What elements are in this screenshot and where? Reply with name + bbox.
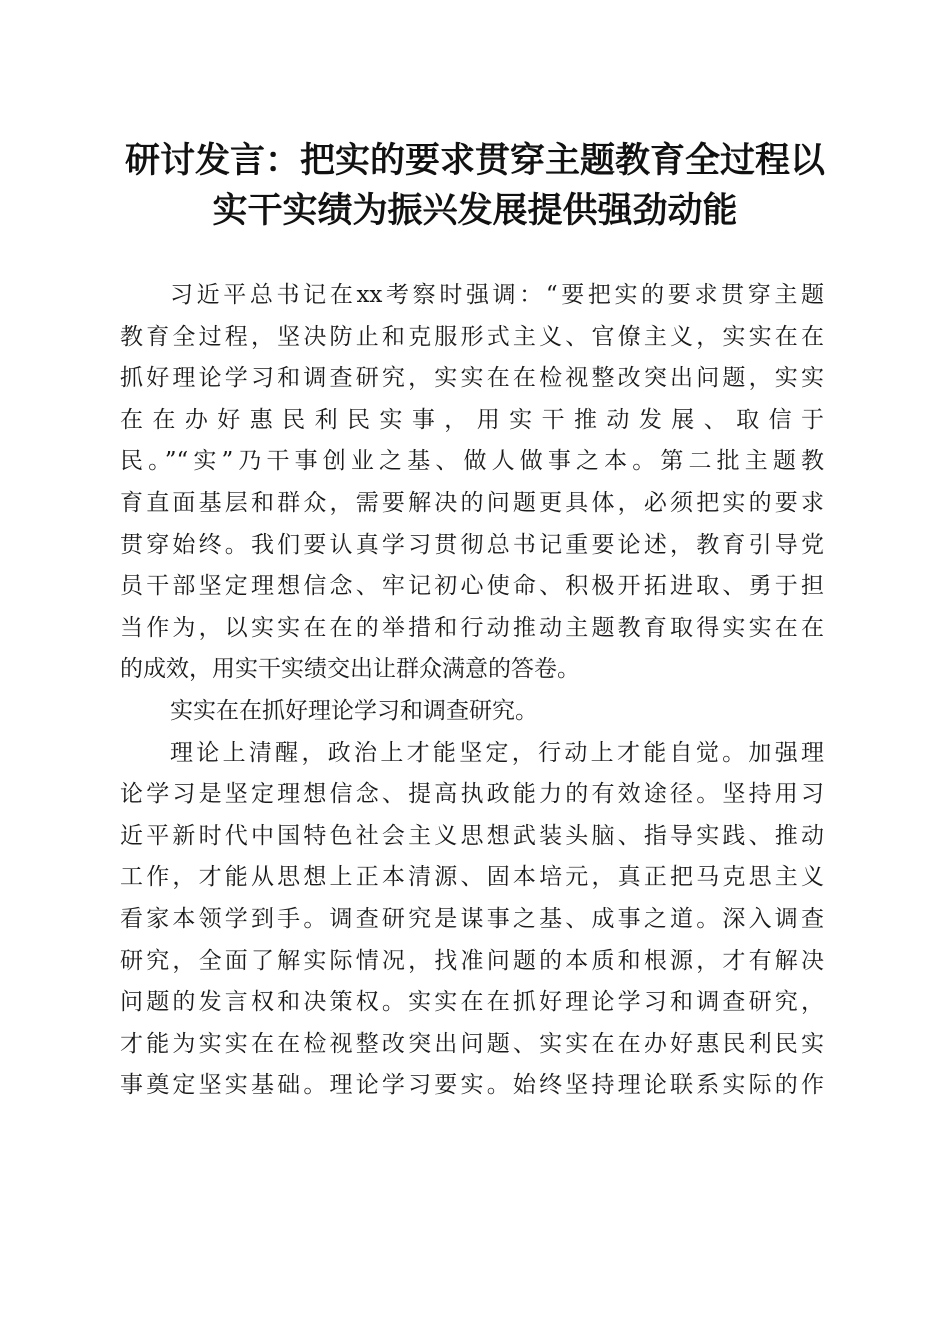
text-line: 抓好理论学习和调查研究，实实在在检视整改突出问题，实实 bbox=[120, 365, 824, 392]
text-line: 的成效，用实干实绩交出让群众满意的答卷。 bbox=[120, 656, 580, 683]
text-line: 工作，才能从思想上正本清源、固本培元，真正把马克思主义 bbox=[120, 864, 824, 891]
text-line: 育直面基层和群众，需要解决的问题更具体，必须把实的要求 bbox=[120, 489, 824, 516]
text-line: 贯穿始终。我们要认真学习贯彻总书记重要论述，教育引导党 bbox=[120, 531, 824, 558]
text-line: 当作为，以实实在在的举措和行动推动主题教育取得实实在在 bbox=[120, 614, 824, 641]
text-line: 实实在在抓好理论学习和调查研究。 bbox=[170, 697, 538, 724]
document-body bbox=[120, 275, 824, 1107]
section-heading bbox=[120, 691, 824, 733]
text-line: 员干部坚定理想信念、牢记初心使命、积极开拓进取、勇于担 bbox=[120, 573, 824, 600]
text-line: 事奠定坚实基础。理论学习要实。始终坚持理论联系实际的作 bbox=[120, 1072, 824, 1099]
paragraph-intro bbox=[120, 275, 824, 691]
title-line: 实干实绩为振兴发展提供强劲动能 bbox=[212, 190, 738, 231]
text-line: 研究，全面了解实际情况，找准问题的本质和根源，才有解决 bbox=[120, 947, 824, 974]
text-line: 民。”“实”乃干事创业之基、做人做事之本。第二批主题教 bbox=[120, 448, 824, 475]
document-title bbox=[100, 136, 850, 236]
text-line: 近平新时代中国特色社会主义思想武装头脑、指导实践、推动 bbox=[120, 822, 824, 849]
text-line: 在在办好惠民利民实事，用实干推动发展、取信于 bbox=[120, 406, 824, 433]
title-line: 研讨发言：把实的要求贯穿主题教育全过程以 bbox=[124, 140, 825, 181]
text-line: 习近平总书记在xx考察时强调：“要把实的要求贯穿主题 bbox=[170, 282, 824, 308]
text-line: 问题的发言权和决策权。实实在在抓好理论学习和调查研究， bbox=[120, 989, 824, 1016]
text-line: 教育全过程，坚决防止和克服形式主义、官僚主义，实实在在 bbox=[120, 323, 824, 350]
paragraph-theory bbox=[120, 733, 824, 1107]
text-line: 看家本领学到手。调查研究是谋事之基、成事之道。深入调查 bbox=[120, 905, 824, 932]
text-line: 理论上清醒，政治上才能坚定，行动上才能自觉。加强理 bbox=[170, 739, 824, 766]
text-line: 论学习是坚定理想信念、提高执政能力的有效途径。坚持用习 bbox=[120, 781, 824, 808]
text-line: 才能为实实在在检视整改突出问题、实实在在办好惠民利民实 bbox=[120, 1030, 824, 1057]
